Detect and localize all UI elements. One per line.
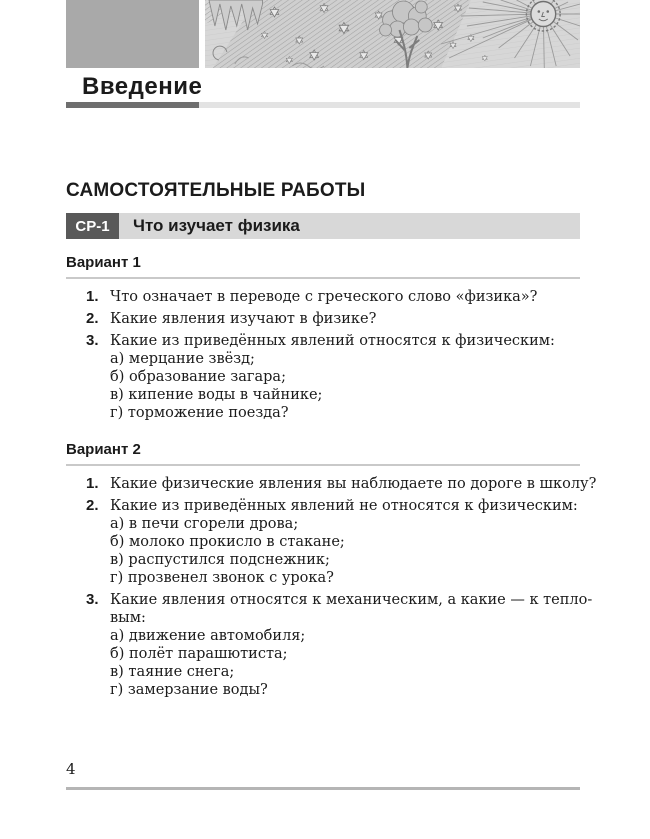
question-item [86,497,580,587]
question-option: г) замерзание воды? [110,682,268,698]
footer-rule [66,787,580,790]
question-item [86,288,580,306]
page-footer [66,761,580,790]
question-text-line: Что означает в переводе с греческого слово «физика»? [110,289,538,305]
variant-label: Вариант 2 [66,442,580,466]
variant-block [66,255,580,422]
question-body [110,497,580,587]
flammarion-engraving-image [205,0,580,68]
page-number: 4 [66,760,76,778]
question-body [110,591,592,699]
question-number: 1. [86,288,99,305]
chapter-header-band [66,0,580,68]
work-number-badge: СР-1 [66,213,119,239]
question-option: б) молоко прокисло в стакане; [110,534,345,550]
question-number: 3. [86,332,99,349]
question-item [86,332,580,422]
work-header-bar [66,213,580,239]
question-text-line: Какие физические явления вы наблюдаете по дороге в школу? [110,476,597,492]
question-item [86,591,593,699]
question-number: 3. [86,591,99,608]
work-title: Что изучает физика [133,216,300,235]
question-item [86,310,580,328]
question-body [110,475,596,493]
question-option: в) кипение воды в чайнике; [110,387,323,403]
question-text-line: Какие из приведённых явлений относятся к физическим: [110,333,555,349]
question-number: 1. [86,475,99,492]
header-gray-block [66,0,199,68]
question-option: а) движение автомобиля; [110,628,306,644]
page-content [66,0,597,699]
chapter-title: Введение [82,73,203,100]
question-number: 2. [86,310,99,327]
variant-label: Вариант 1 [66,255,580,279]
question-text-line: вым: [110,610,146,626]
question-option: г) прозвенел звонок с урока? [110,570,334,586]
question-text-line: Какие явления изучают в физике? [110,311,377,327]
question-body [110,310,580,328]
question-option: а) в печи сгорели дрова; [110,516,299,532]
question-text-line: Какие явления относятся к механическим, а какие — к тепло- [110,592,593,608]
question-text-line: Какие из приведённых явлений не относятся к физическим: [110,498,578,514]
question-option: г) торможение поезда? [110,405,289,421]
chapter-title-rule [66,102,580,108]
question-number: 2. [86,497,99,514]
question-body [110,332,580,422]
variant-block [66,441,597,699]
question-option: в) распустился подснежник; [110,552,330,568]
question-option: б) образование загара; [110,369,286,385]
question-item [86,475,597,493]
question-option: а) мерцание звёзд; [110,351,255,367]
section-heading: САМОСТОЯТЕЛЬНЫЕ РАБОТЫ [66,180,366,201]
question-option: б) полёт парашютиста; [110,646,288,662]
question-option: в) таяние снега; [110,664,235,680]
question-body [110,288,580,306]
variants [66,254,597,699]
